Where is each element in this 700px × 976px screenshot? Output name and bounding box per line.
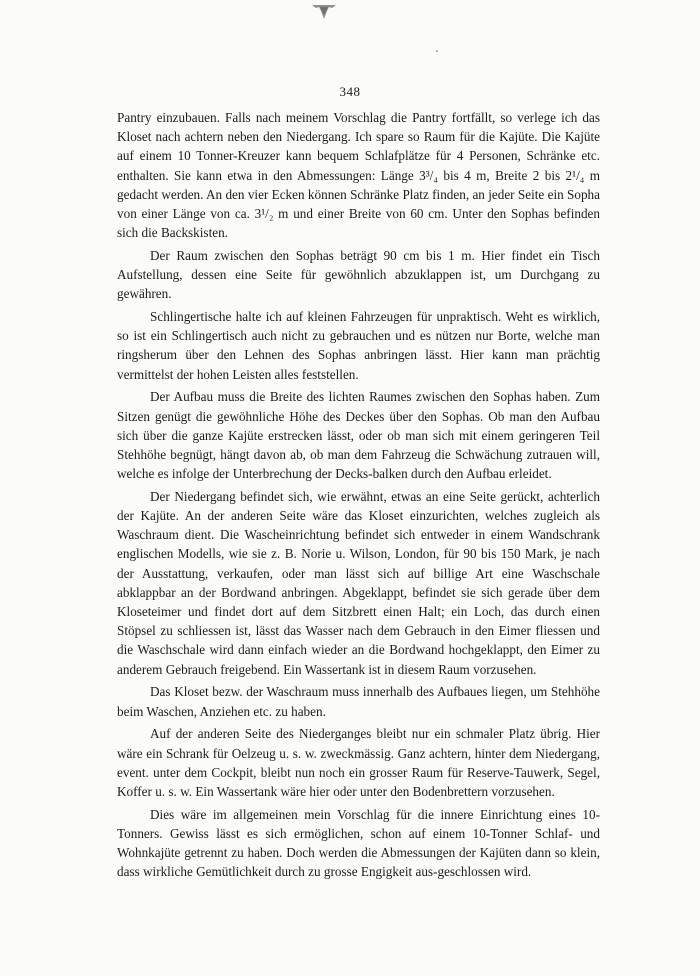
scan-speck [436,50,438,52]
paragraph: Schlingertische halte ich auf kleinen Fahrzeugen für unpraktisch. Weht es wirklich, so ist ein Schlingertisch auch nicht zu gebrauchen und es nützen nur Borte, welche man ringsherum über den Lehnen des Sophas anbringen lässt. Hier kann man prächtig vermittelst der hohen Leisten alles feststellen. [117,309,600,382]
paragraph: Der Niedergang befindet sich, wie erwähnt, etwas an eine Seite gerückt, achterlich der Kajüte. An der anderen Seite wäre das Kloset einzurichten, welches zugleich als Waschraum dient. Die Wascheinrichtung befindet sich entweder in einem Wandschrank englischen Modells, wie sie z. B. Norie u. Wilson, London, für 90 bis 150 Mark, je nach der Ausstattung, verkaufen, oder man lässt sich auf billige Art eine Waschschale abklappbar an der Bordwand anbringen. Abgeklappt, befindet sie sich gerade über dem Kloseteimer und findet dort auf dem Sitzbrett einen Halt; ein Loch, das durch einen Stöpsel zu schliessen ist, lässt das Wasser nach dem Gebrauch in den Eimer fliessen und die Waschschale wird dann einfach wieder an die Bordwand hochgeklappt, den Eimer zu anderem Gebrauch freigebend. Ein Wassertank ist in diesem Raum vorzusehen. [117,488,600,677]
paragraph: Das Kloset bezw. der Waschraum muss innerhalb des Aufbaues liegen, um Stehhöhe beim Waschen, Anziehen etc. zu haben. [117,684,600,719]
paragraph: Dies wäre im allgemeinen mein Vorschlag für die innere Einrichtung eines 10-Tonners. Gewiss lässt es sich ermöglichen, schon auf einem 10-Tonner Schlaf- und Wohnkajüte getrennt zu haben. Doch werden die Abmessungen der Kajüten dann so klein, dass wirkliche Gemütlichkeit durch zu grosse Engigkeit aus-geschlossen wird. [117,806,600,880]
body-text [117,108,600,885]
paragraph: Der Aufbau muss die Breite des lichten Raumes zwischen den Sophas haben. Zum Sitzen genügt die gewöhnliche Höhe des Deckes über den Sophas. Ob man den Aufbau sich über die ganze Kajüte erstrecken lässt, oder ob man sich mit einem geringeren Teil Stehhöhe begnügt, hängt davon ab, ob man dem Fahrzeug die Schwächung zutrauen will, welche es infolge der Unterbrechung der Decks-balken durch den Aufbau erleidet. [117,389,600,482]
paragraph: Pantry einzubauen. Falls nach meinem Vorschlag die Pantry fortfällt, so verlege ich das Kloset nach achtern neben den Niedergang. Ich spare so Raum für die Kajüte. Die Kajüte auf einem 10 Tonner-Kreuzer kann bequem Schlafplätze für 4 Personen, Schränke etc. enthalten. Sie kann etwa in den Abmessungen: Länge 3³/₄ bis 4 m, Breite 2 bis 2¹/₄ m gedacht werden. An den vier Ecken können Schränke Platz finden, an jeder Seite ein Sopha von einer Länge von ca. 3¹/₂ m und einer Breite von 60 cm. Unter den Sophas befinden sich die Backskisten. [117,110,600,241]
paragraph: Der Raum zwischen den Sophas beträgt 90 cm bis 1 m. Hier findet ein Tisch Aufstellung, dessen eine Seite für gewöhnlich abzuklappen ist, um Durchgang zu gewähren. [117,247,600,302]
page-number: 348 [339,84,361,99]
printer-ornament-icon [311,4,337,20]
paragraph: Auf der anderen Seite des Niederganges bleibt nur ein schmaler Platz übrig. Hier wäre ein Schrank für Oelzeug u. s. w. zweckmässig. Ganz achtern, hinter dem Niedergang, event. unter dem Cockpit, bleibt nun noch ein grosser Raum für Reserve-Tauwerk, Segel, Koffer u. s. w. Ein Wassertank wäre hier oder unter den Bodenbrettern vorzusehen. [117,726,600,799]
